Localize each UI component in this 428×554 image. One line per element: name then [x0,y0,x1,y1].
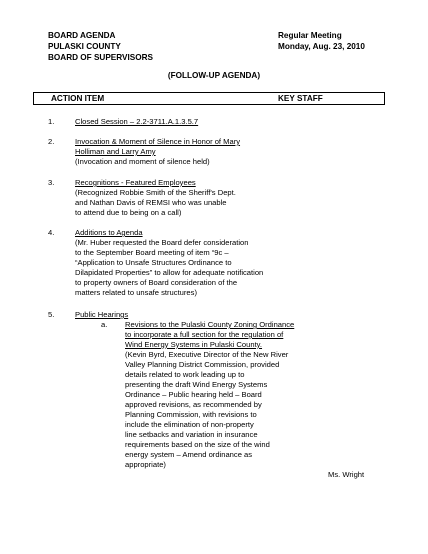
column-header [33,92,385,105]
meeting-date: Monday, Aug. 23, 2010 [278,42,365,52]
sub-item-title: to incorporate a full section for the regulation of [125,330,284,339]
sub-item-letter: a. [101,320,108,329]
sub-item-note: Ordinance – Public hearing held – Board [125,390,262,399]
item-number: 2. [48,137,55,146]
sub-item-note: requirements based on the size of the wind [125,440,270,449]
key-staff-entry: Ms. Wright [328,470,365,479]
sub-item-note: presenting the draft Wind Energy Systems [125,380,268,389]
item-title: Closed Session – 2.2-3711.A.1.3.5.7 [75,117,199,126]
item-number: 5. [48,310,55,319]
item-note: to the September Board meeting of item “9c – [75,248,229,257]
action-item-heading: ACTION ITEM [51,94,105,103]
item-number: 3. [48,178,55,187]
header-left [48,30,153,64]
item-note: to property owners of Board consideration of the [75,278,238,287]
sub-item-title: Revisions to the Pulaski County Zoning Ordinance [125,320,295,329]
item-note: (Mr. Huber requested the Board defer consideration [75,238,249,247]
header-line: BOARD OF SUPERVISORS [48,53,153,63]
sub-item-note: include the elimination of non-property [125,420,254,429]
sub-item-note: line setbacks and variation in insurance [125,430,258,439]
header-line: BOARD AGENDA [48,31,116,40]
item-title: Recognitions - Featured Employees [75,178,196,187]
item-note: Dilapidated Properties” to allow for adequate notification [75,268,264,277]
sub-item-title: Wind Energy Systems in Pulaski County. [125,340,263,349]
item-note: matters related to unsafe structures) [75,288,197,297]
meeting-type: Regular Meeting [278,31,342,40]
agenda-subtitle: (FOLLOW-UP AGENDA) [167,71,261,80]
item-note: and Nathan Davis of REMSI who was unable [75,198,227,207]
item-note: to attend due to being on a call) [75,208,182,217]
item-note: (Invocation and moment of silence held) [75,157,210,166]
item-note: “Application to Unsafe Structures Ordinance to [75,258,232,267]
item-number: 4. [48,228,55,237]
sub-item-note: (Kevin Byrd, Executive Director of the New River [125,350,289,359]
item-title: Holliman and Larry Amy [75,147,156,156]
sub-item-note: Valley Planning District Commission, provided [125,360,280,369]
sub-item-note: appropriate) [125,460,166,469]
sub-item-note: details related to work leading up to [125,370,245,379]
header-line: PULASKI COUNTY [48,42,121,52]
item-title: Invocation & Moment of Silence in Honor of Mary [75,137,241,146]
item-number: 1. [48,117,55,126]
key-staff-heading: KEY STAFF [278,94,323,103]
sub-item-note: Planning Commission, with revisions to [125,410,257,419]
sub-item-note: energy system – Amend ordinance as [125,450,253,459]
item-title: Public Hearings [75,310,129,319]
sub-item-note: approved revisions, as recommended by [125,400,262,409]
header-right [278,30,365,52]
item-note: (Recognized Robbie Smith of the Sheriff's Dept. [75,188,236,197]
item-title: Additions to Agenda [75,228,143,237]
